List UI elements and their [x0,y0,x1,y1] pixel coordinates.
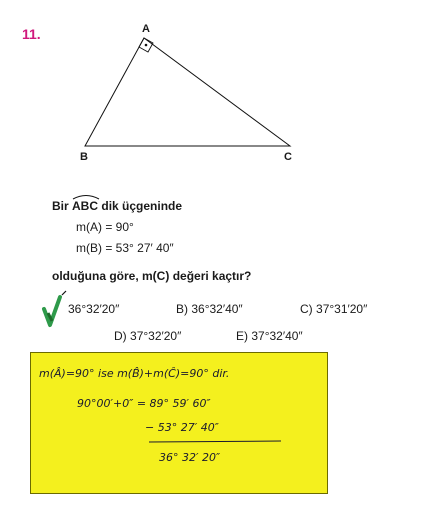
choice-c-text: 37°31′20″ [316,302,368,316]
triangle-abc [85,38,290,146]
choice-e-letter: E) [236,329,248,343]
vertex-label-a: A [142,23,150,35]
question-ask [52,269,251,283]
subtraction-rule [149,439,283,445]
triangle-name-text: ABC [72,199,99,213]
choice-c-letter: C) [300,302,313,316]
stem-suffix: dik üçgeninde [101,199,183,213]
triangle-name [72,199,98,213]
ask-suffix: değeri kaçtır? [172,269,252,283]
choice-a-text: 36°32′20″ [68,302,120,316]
choice-d-letter: D) [114,329,127,343]
choice-d[interactable] [114,329,181,343]
given-angle-b: m(B) = 53° 27′ 40″ [76,241,174,255]
ask-angle: m(C) [142,269,170,283]
solution-line-2: 90°00′+0″ = 89° 59′ 60″ [77,397,211,410]
choice-e[interactable] [236,329,303,343]
solution-line-4: 36° 32′ 20″ [159,451,221,464]
given-angle-a: m(A) = 90° [76,220,134,234]
vertex-label-b: B [80,151,88,163]
choice-e-text: 37°32′40″ [251,329,303,343]
solution-line-3: − 53° 27′ 40″ [145,421,219,434]
choice-b-text: 36°32′40″ [191,302,243,316]
question-number: 11. [22,26,41,42]
solution-line-1: m(Â)=90° ise m(B̂)+m(Ĉ)=90° dir. [39,367,230,380]
choice-b-letter: B) [176,302,188,316]
choice-d-text: 37°32′20″ [130,329,182,343]
arc-hat-icon [72,194,100,200]
check-mark-icon [38,289,72,329]
solution-box [30,352,328,494]
ask-prefix: olduğuna göre, [52,269,139,283]
vertex-label-c: C [284,151,292,163]
choice-a[interactable] [68,302,119,316]
stem-prefix: Bir [52,199,69,213]
right-triangle-figure [0,0,430,180]
choice-b[interactable] [176,302,243,316]
question-stem [52,199,182,213]
choice-c[interactable] [300,302,367,316]
